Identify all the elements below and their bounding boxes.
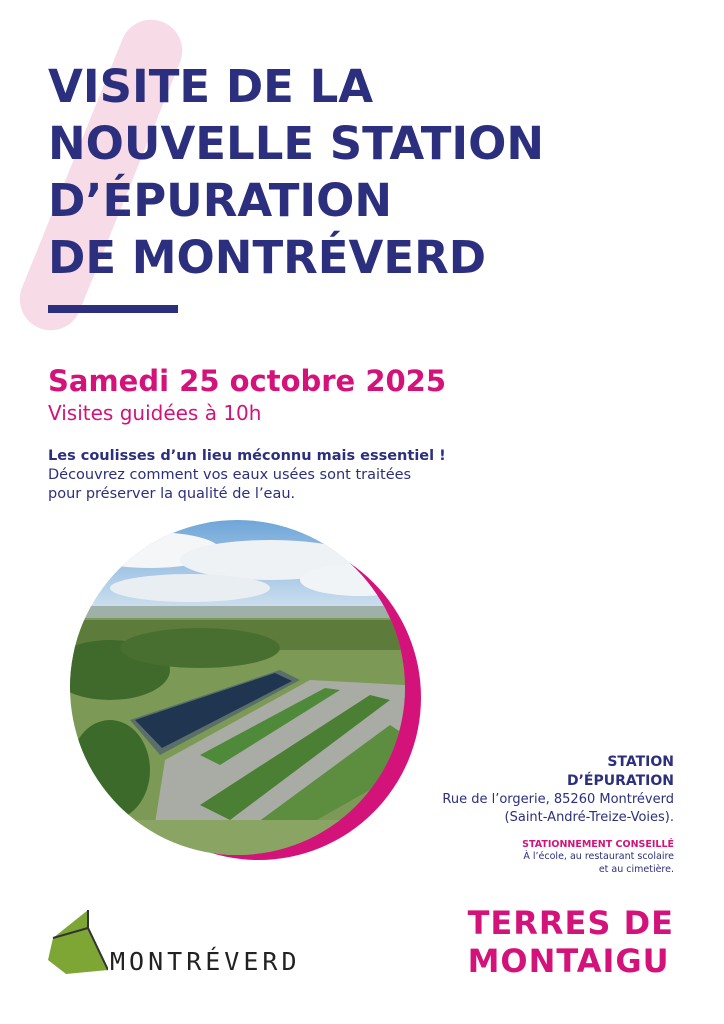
parking-title: STATIONNEMENT CONSEILLÉ <box>522 839 674 850</box>
montreverd-logo-icon <box>48 908 108 974</box>
address-line-1: Rue de l’orgerie, 85260 Montréverd <box>442 792 674 807</box>
location-name-1: STATION <box>607 754 674 770</box>
intro-headline: Les coulisses d’un lieu méconnu mais essentiel ! <box>48 448 446 464</box>
parking-line-1: À l’école, au restaurant scolaire <box>523 851 674 862</box>
address-line-2: (Saint-André-Treize-Voies). <box>504 810 674 825</box>
location-block <box>442 753 674 876</box>
terres-de-montaigu-logo <box>468 904 674 980</box>
intro-line-1: Découvrez comment vos eaux usées sont traitées <box>48 467 412 483</box>
terres-logo-line-2: MONTAIGU <box>467 942 670 980</box>
title-underline <box>48 305 178 313</box>
title-line-2: NOUVELLE STATION <box>48 117 545 170</box>
event-time: Visites guidées à 10h <box>48 401 262 425</box>
terres-logo-line-1: TERRES DE <box>467 904 674 942</box>
event-date: Samedi 25 octobre 2025 <box>48 364 447 398</box>
intro-text <box>48 447 446 504</box>
intro-line-2: pour préserver la qualité de l’eau. <box>48 486 296 502</box>
aerial-photo-illustration <box>70 520 405 855</box>
title-line-3: D’ÉPURATION <box>48 174 393 227</box>
aerial-photo <box>70 520 405 855</box>
location-name-2: D’ÉPURATION <box>566 773 674 789</box>
parking-line-2: et au cimetière. <box>598 864 674 875</box>
montreverd-logo-text: MONTRÉVERD <box>110 947 301 976</box>
title-line-1: VISITE DE LA <box>48 60 374 113</box>
page-title <box>48 58 544 286</box>
title-line-4: DE MONTRÉVERD <box>48 231 487 284</box>
